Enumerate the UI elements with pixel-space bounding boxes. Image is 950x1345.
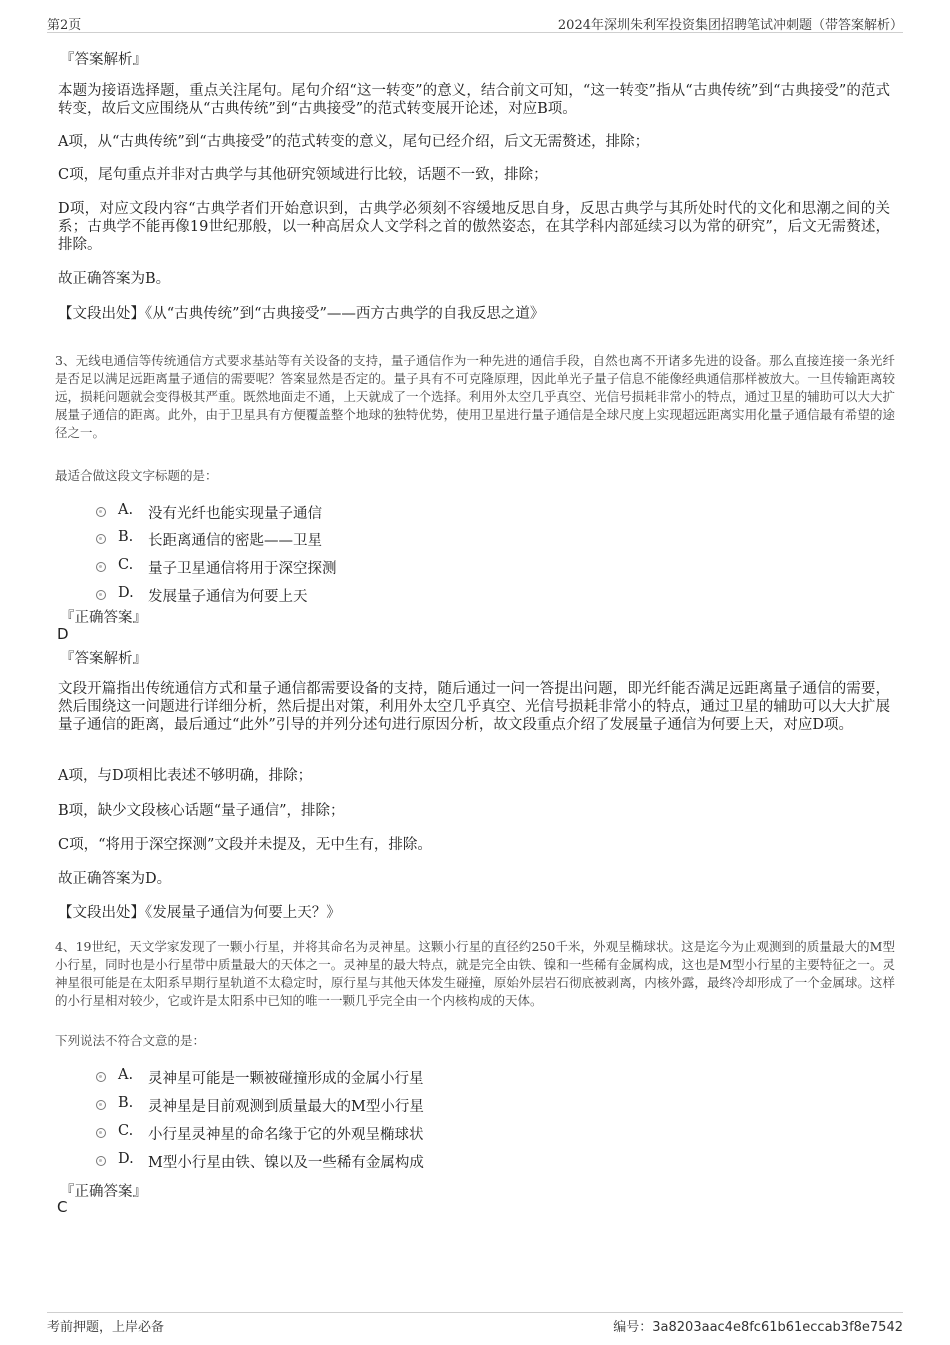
q4-correct-label: 『正确答案』 xyxy=(60,1184,147,1200)
radio-icon[interactable] xyxy=(96,534,106,544)
q2-analysis-paragraph-3: C项，尾句重点并非对古典学与其他研究领域进行比较，话题不一致，排除； xyxy=(58,167,548,183)
option-text: 灵神星可能是一颗被碰撞形成的金属小行星 xyxy=(148,1071,424,1087)
option-text: 长距离通信的密匙——卫星 xyxy=(148,533,322,549)
q3-prompt: 最适合做这段文字标题的是： xyxy=(55,468,218,483)
option-text: M型小行星由铁、镍以及一些稀有金属构成 xyxy=(148,1155,424,1171)
radio-icon[interactable] xyxy=(96,1156,106,1166)
option-letter: C. xyxy=(118,1123,134,1139)
q3-correct-answer: D xyxy=(57,625,69,643)
code-label: 编号： xyxy=(613,1320,653,1335)
q3-analysis-paragraph-4: C项，“将用于深空探测”文段并未提及，无中生有，排除。 xyxy=(58,837,432,853)
code-value: 3a8203aac4e8fc61b61eccab3f8e7542 xyxy=(652,1320,903,1335)
q2-analysis-label: 『答案解析』 xyxy=(60,52,147,68)
document-title: 2024年深圳朱利军投资集团招聘笔试冲刺题（带答案解析） xyxy=(557,18,903,33)
q2-conclusion: 故正确答案为B。 xyxy=(58,271,171,287)
q2-source: 【文段出处】《从“古典传统”到“古典接受”——西方古典学的自我反思之道》 xyxy=(58,306,545,322)
option-text: 小行星灵神星的命名缘于它的外观呈椭球状 xyxy=(148,1127,424,1143)
q3-analysis-label: 『答案解析』 xyxy=(60,651,147,667)
document-code xyxy=(613,1316,903,1335)
q2-analysis-paragraph-4: D项，对应文段内容“古典学者们开始意识到，古典学必须刻不容缓地反思自身，反思古典学与其所处时代的文化和思潮之间的关系；古典学不能再像19世纪那般，以一种高居众人文学科之首的傲然姿态，在其学科内部延续习以为常的研究”，后文无需赘述，排除。 xyxy=(58,201,890,253)
footer-slogan: 考前押题，上岸必备 xyxy=(47,1320,165,1335)
option-text: 灵神星是目前观测到质量最大的M型小行星 xyxy=(148,1099,424,1115)
option-letter: C. xyxy=(118,557,134,573)
q3-question-text: 3、无线电通信等传统通信方式要求基站等有关设备的支持，量子通信作为一种先进的通信手段，自然也离不开诸多先进的设备。那么直接连接一条光纤是否足以满足远距离量子通信的需要呢？答案显然是否定的。量子具有不可克隆原理，因此单光子量子信息不能像经典通信那样被放大。一旦传输距离较远，损耗问题就会变得极其严重。既然地面走不通，上天就成了一个选择。利用外太空几乎真空、光信号损耗非常小的特点，通过卫星的辅助可以大大扩展量子通信的距离。此外，由于卫星具有方便覆盖整个地球的独特优势，使用卫星进行量子通信是全球尺度上实现超远距离实用化量子通信最有希望的途径之一。 xyxy=(55,353,895,440)
radio-icon[interactable] xyxy=(96,507,106,517)
q2-analysis-paragraph-1: 本题为接语选择题，重点关注尾句。尾句介绍“这一转变”的意义，结合前文可知，“这一转变”指从“古典传统”到“古典接受”的范式转变，故后文应围绕从“古典传统”到“古典接受”的范式转变展开论述，对应B项。 xyxy=(58,83,890,117)
q4-prompt: 下列说法不符合文意的是： xyxy=(55,1033,206,1048)
option-letter: B. xyxy=(118,529,134,545)
option-text: 发展量子通信为何要上天 xyxy=(148,589,308,605)
page-number: 第2页 xyxy=(47,18,82,33)
radio-icon[interactable] xyxy=(96,1128,106,1138)
radio-icon[interactable] xyxy=(96,590,106,600)
option-text: 没有光纤也能实现量子通信 xyxy=(148,506,322,522)
option-letter: D. xyxy=(118,1151,134,1167)
q3-analysis-paragraph-3: B项，缺少文段核心话题“量子通信”，排除； xyxy=(58,803,345,819)
option-letter: A. xyxy=(118,1067,134,1083)
q3-source: 【文段出处】《发展量子通信为何要上天？》 xyxy=(58,905,341,921)
option-text: 量子卫星通信将用于深空探测 xyxy=(148,561,337,577)
q3-correct-label: 『正确答案』 xyxy=(60,610,147,626)
q2-analysis-paragraph-2: A项，从“古典传统”到“古典接受”的范式转变的意义，尾句已经介绍，后文无需赘述，排除； xyxy=(58,134,650,150)
radio-icon[interactable] xyxy=(96,562,106,572)
option-letter: A. xyxy=(118,502,134,518)
q3-analysis-paragraph-2: A项，与D项相比表述不够明确，排除； xyxy=(58,768,313,784)
q4-question-text: 4、19世纪，天文学家发现了一颗小行星，并将其命名为灵神星。这颗小行星的直径约250千米，外观呈椭球状。这是迄今为止观测到的质量最大的M型小行星，同时也是小行星带中质量最大的天体之一。灵神星的最大特点，就是完全由铁、镍和一些稀有金属构成，这也是M型小行星的主要特征之一。灵神星很可能是在太阳系早期行星轨道不太稳定时，原行星与其他天体发生碰撞，原始外层岩石彻底被剥离，内核外露，最终冷却形成了一个金属球。这样的小行星相对较少，它或许是太阳系中已知的唯一一颗几乎完全由一个内核构成的天体。 xyxy=(55,939,895,1008)
q3-analysis-paragraph-1: 文段开篇指出传统通信方式和量子通信都需要设备的支持，随后通过一问一答提出问题，即光纤能否满足远距离量子通信的需要，然后围绕这一问题进行详细分析，然后提出对策，利用外太空几乎真空、光信号损耗非常小的特点，通过卫星的辅助可以大大扩展量子通信的距离，最后通过“此外”引导的并列分述句进行原因分析，故文段重点介绍了发展量子通信为何要上天，对应D项。 xyxy=(58,681,890,733)
radio-icon[interactable] xyxy=(96,1072,106,1082)
radio-icon[interactable] xyxy=(96,1100,106,1110)
q4-correct-answer: C xyxy=(57,1198,68,1216)
q3-conclusion: 故正确答案为D。 xyxy=(58,871,172,887)
page-header xyxy=(47,12,903,33)
option-letter: B. xyxy=(118,1095,134,1111)
page-footer xyxy=(47,1312,903,1335)
option-letter: D. xyxy=(118,585,134,601)
